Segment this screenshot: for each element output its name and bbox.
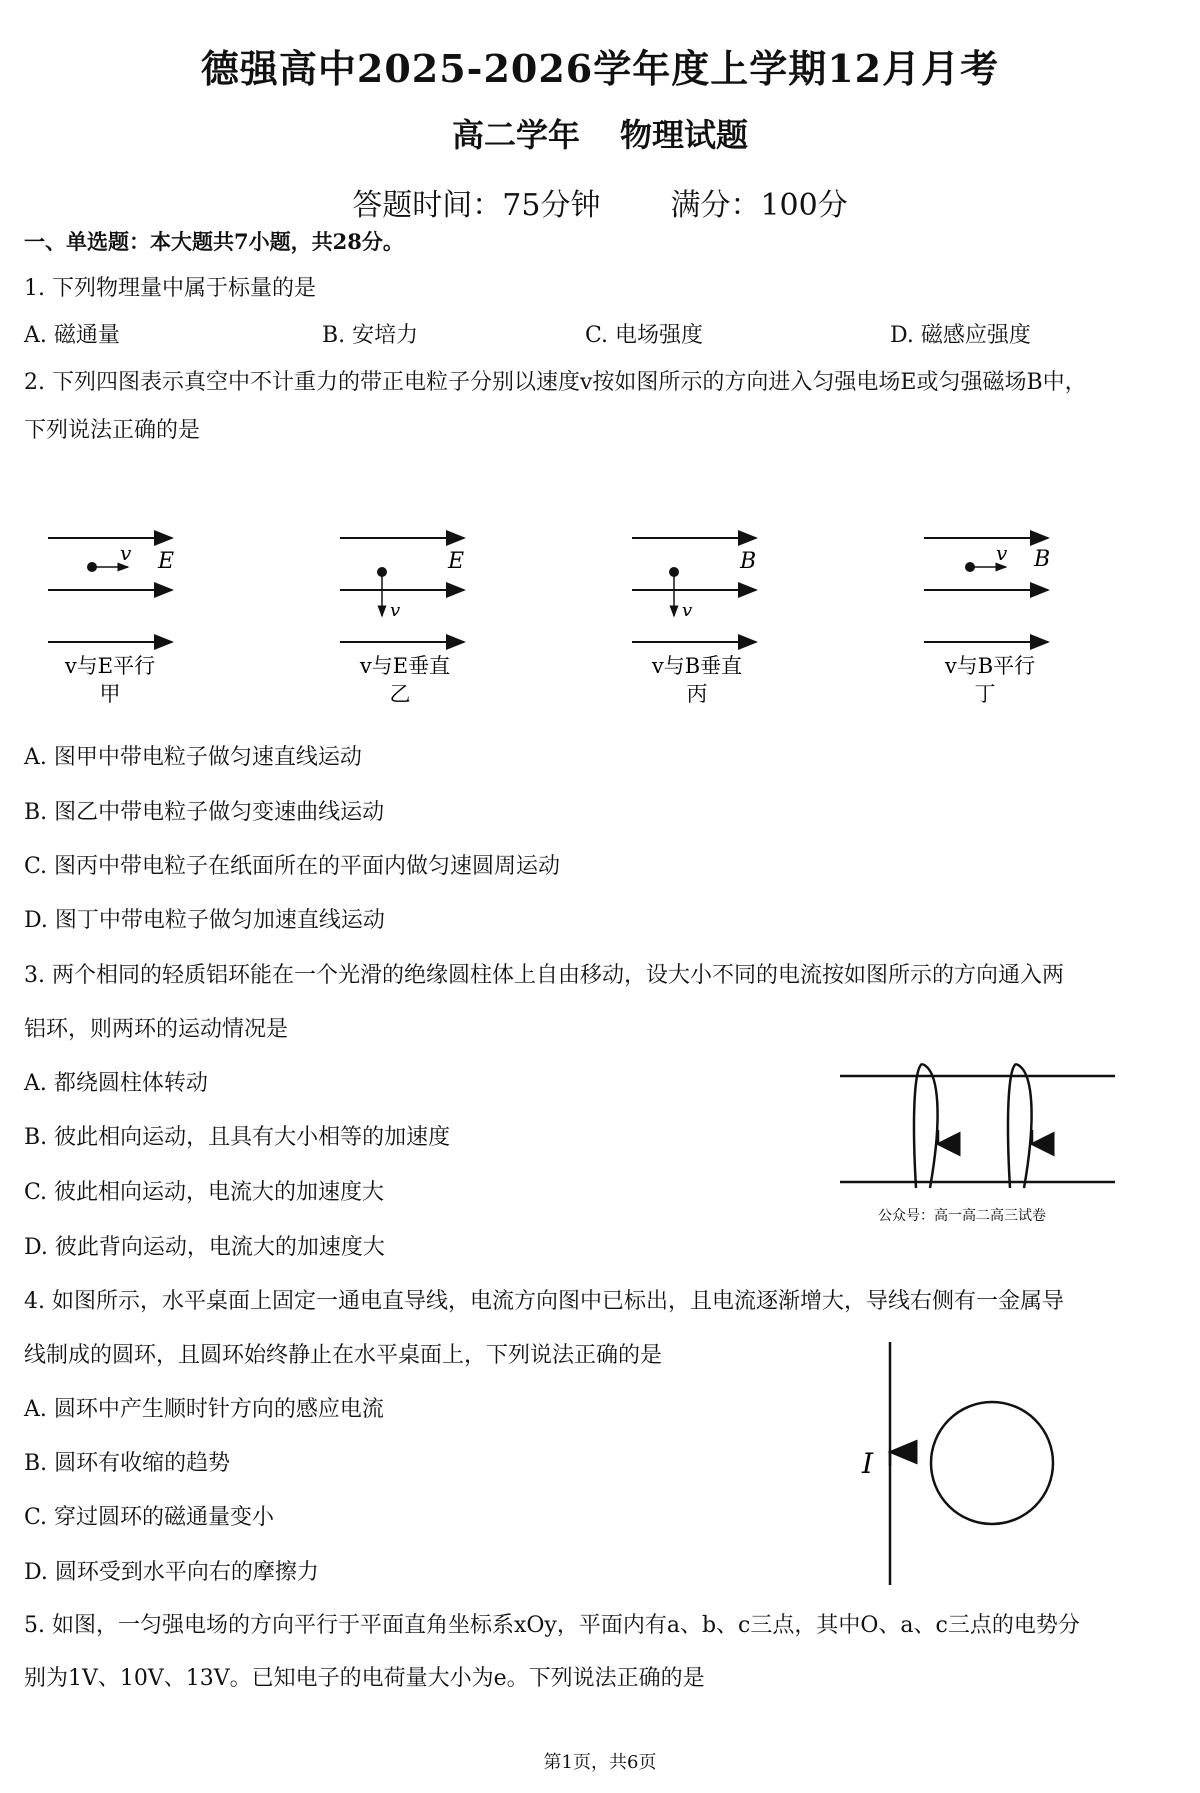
- ring-left: [914, 1064, 938, 1188]
- q4-stem-line2: 线制成的圆环，且圆环始终静止在水平桌面上，下列说法正确的是: [24, 1343, 663, 1368]
- q2-option-c: C. 图丙中带电粒子在纸面所在的平面内做匀速圆周运动: [24, 854, 561, 879]
- field-label: B: [740, 549, 757, 574]
- page-footer: 第1页，共6页: [543, 1752, 657, 1773]
- q4-option-c: C. 穿过圆环的磁通量变小: [24, 1505, 275, 1530]
- field-label: B: [1034, 547, 1051, 572]
- q4-option-b: B. 圆环有收缩的趋势: [24, 1451, 231, 1476]
- q5-stem-line2: 别为1V、10V、13V。已知电子的电荷量大小为e。下列说法正确的是: [24, 1666, 705, 1691]
- grade-label: 高二学年: [451, 116, 580, 154]
- exam-title: 德强高中2025-2026学年度上学期12月月考: [200, 46, 1000, 91]
- q2-option-d: D. 图丁中带电粒子做匀加速直线运动: [24, 908, 385, 933]
- q2-figures: [0, 520, 1200, 720]
- velocity-label: v: [120, 541, 132, 565]
- q4-figure: [850, 1340, 1080, 1590]
- q2-option-a: A. 图甲中带电粒子做匀速直线运动: [24, 745, 362, 770]
- figure-caption: v与B平行: [944, 654, 1036, 678]
- q1-stem: 1. 下列物理量中属于标量的是: [24, 276, 316, 301]
- score-label: 满分：100分: [670, 188, 848, 223]
- figure-caption: v与E垂直: [359, 654, 451, 678]
- q3-option-b: B. 彼此相向运动，且具有大小相等的加速度: [24, 1125, 451, 1150]
- figure-caption: v与E平行: [64, 654, 156, 678]
- time-label: 答题时间：75分钟: [352, 188, 601, 223]
- watermark-text: 公众号：高一高二高三试卷: [878, 1208, 1046, 1224]
- q1-option-a: A. 磁通量: [24, 323, 120, 348]
- q1-option-c: C. 电场强度: [585, 323, 704, 348]
- q4-option-d: D. 圆环受到水平向右的摩擦力: [24, 1560, 319, 1585]
- velocity-label: v: [390, 600, 401, 621]
- ring-right: [1008, 1064, 1032, 1188]
- q2-stem-line1: 2. 下列四图表示真空中不计重力的带正电粒子分别以速度v按如图所示的方向进入匀强电场E或匀强磁场B中，: [24, 370, 1087, 395]
- figure-name: 丁: [974, 682, 996, 706]
- q3-option-c: C. 彼此相向运动，电流大的加速度大: [24, 1180, 385, 1205]
- q1-option-b: B. 安培力: [322, 323, 419, 348]
- section-heading: 一、单选题：本大题共7小题，共28分。: [24, 229, 404, 254]
- q5-stem-line1: 5. 如图，一匀强电场的方向平行于平面直角坐标系xOy，平面内有a、b、c三点，其中O、a、c三点的电势分: [24, 1613, 1080, 1638]
- metal-ring: [931, 1402, 1053, 1524]
- figure-name: 乙: [389, 682, 411, 706]
- velocity-label: v: [996, 541, 1008, 565]
- figure-caption: v与B垂直: [651, 654, 743, 678]
- q2-stem-line2: 下列说法正确的是: [24, 418, 201, 443]
- q2-option-b: B. 图乙中带电粒子做匀变速曲线运动: [24, 800, 385, 825]
- q3-stem-line1: 3. 两个相同的轻质铝环能在一个光滑的绝缘圆柱体上自由移动，设大小不同的电流按如图所示的方向通入两: [24, 963, 1064, 988]
- figure-ding: [924, 538, 1050, 706]
- figure-bing: [632, 538, 756, 706]
- figure-name: 丙: [686, 682, 708, 706]
- q3-stem-line2: 铝环，则两环的运动情况是: [24, 1017, 289, 1042]
- figure-jia: [48, 538, 174, 706]
- exam-subtitle: [0, 110, 1200, 156]
- current-label: I: [862, 1447, 874, 1480]
- figure-name: 甲: [99, 682, 121, 706]
- exam-info: [0, 180, 1200, 224]
- velocity-label: v: [682, 600, 693, 621]
- field-label: E: [448, 549, 465, 574]
- q3-option-d: D. 彼此背向运动，电流大的加速度大: [24, 1235, 385, 1260]
- q3-option-a: A. 都绕圆柱体转动: [24, 1071, 208, 1096]
- q1-option-d: D. 磁感应强度: [890, 323, 1031, 348]
- subject-label: 物理试题: [620, 116, 749, 154]
- field-label: E: [158, 549, 175, 574]
- q3-figure: [830, 1060, 1130, 1230]
- figure-yi: [340, 538, 464, 706]
- q4-option-a: A. 圆环中产生顺时针方向的感应电流: [24, 1397, 384, 1422]
- q4-stem-line1: 4. 如图所示，水平桌面上固定一通电直导线，电流方向图中已标出，且电流逐渐增大，导线右侧有一金属导: [24, 1289, 1064, 1314]
